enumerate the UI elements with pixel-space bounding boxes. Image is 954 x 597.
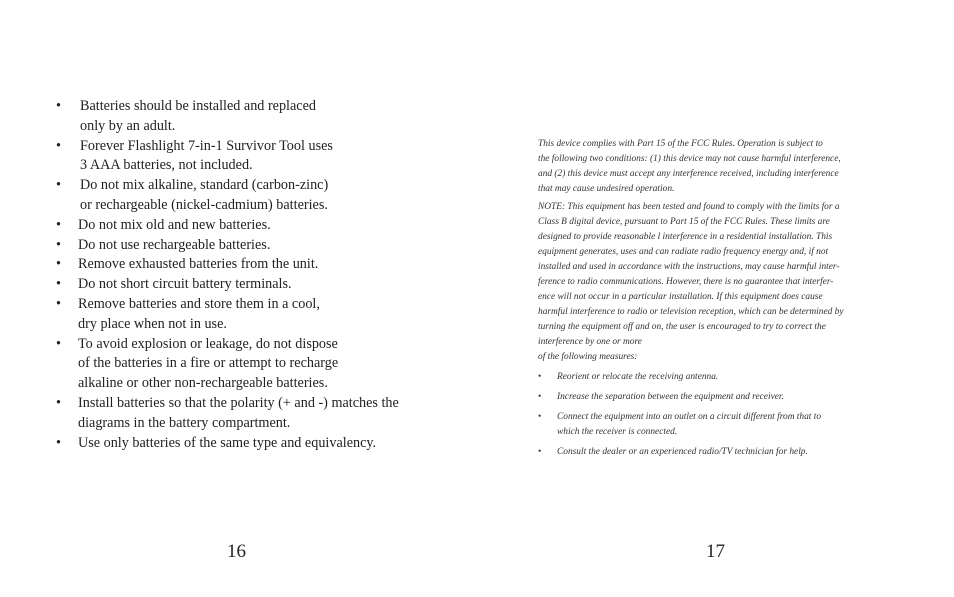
list-item bbox=[56, 275, 466, 295]
list-item-text: Reorient or relocate the receiving antenna. bbox=[557, 372, 719, 382]
list-item-text: Forever Flashlight 7-in-1 Survivor Tool uses 3 AAA batteries, not included. bbox=[80, 137, 333, 174]
list-item-text: Use only batteries of the same type and equivalency. bbox=[78, 434, 377, 451]
bullet-symbol: • bbox=[56, 434, 61, 451]
list-item bbox=[56, 97, 466, 137]
list-item-text: Do not short circuit battery terminals. bbox=[78, 276, 292, 293]
list-item-text: Increase the separation between the equipment and receiver. bbox=[557, 392, 784, 402]
list-item bbox=[56, 137, 466, 177]
list-item-text: To avoid explosion or leakage, do not dispose of the batteries in a fire or attempt to recharge alkaline or other non-rechargeable batteries. bbox=[78, 335, 339, 392]
list-item bbox=[56, 216, 466, 236]
bullet-symbol: • bbox=[56, 137, 61, 154]
list-item bbox=[56, 335, 466, 394]
list-item-text: Connect the equipment into an outlet on a circuit different from that to which the receiver is connected. bbox=[557, 412, 822, 437]
right-page bbox=[477, 0, 954, 597]
bullet-symbol: • bbox=[56, 236, 61, 253]
list-item bbox=[56, 176, 466, 216]
bullet-symbol: • bbox=[56, 335, 61, 352]
page-number: 16 bbox=[227, 541, 246, 562]
bullet-symbol: • bbox=[538, 412, 542, 422]
list-item bbox=[56, 255, 466, 275]
bullet-symbol: • bbox=[538, 447, 542, 457]
list-item-text: Do not use rechargeable batteries. bbox=[78, 236, 271, 253]
list-item bbox=[538, 410, 898, 440]
bullet-symbol: • bbox=[56, 295, 61, 312]
list-item bbox=[56, 434, 466, 454]
list-item-text: Remove exhausted batteries from the unit. bbox=[78, 256, 319, 273]
bullet-symbol: • bbox=[56, 98, 61, 114]
bullet-symbol: • bbox=[56, 394, 61, 411]
fcc-note-paragraph: NOTE: This equipment has been tested and found to comply with the limits for a Class B digital device, pursuant to Part 15 of the FCC Rules. These limits are designed to provide reasonable l interference in a residential installation. This equipment generates, uses and can radiate radio frequency energy and, if not installed and used in accordance with the instructions, may cause harmful inter- ference to radio communications. However, there is no guarantee that interfer- ence will not occur in a particular installation. If this equipment does cause harmful interference to radio or television reception, which can be determined by turning the equipment off and on, the user is encouraged to try to correct the interference by one or more of the following measures: bbox=[538, 202, 844, 362]
list-item bbox=[56, 394, 466, 434]
list-item-text: Do not mix old and new batteries. bbox=[78, 216, 271, 233]
list-item-text: Remove batteries and store them in a cool, dry place when not in use. bbox=[78, 295, 320, 332]
bullet-symbol: • bbox=[56, 256, 61, 273]
bullet-symbol: • bbox=[538, 372, 542, 382]
list-item-text: Do not mix alkaline, standard (carbon-zinc) or rechargeable (nickel-cadmium) batteries. bbox=[80, 177, 329, 213]
list-item-text: Batteries should be installed and replaced only by an adult. bbox=[80, 98, 316, 134]
bullet-symbol: • bbox=[56, 216, 61, 233]
battery-safety-list bbox=[56, 97, 466, 453]
list-item bbox=[538, 445, 898, 460]
bullet-symbol: • bbox=[56, 276, 61, 293]
list-item-text: Consult the dealer or an experienced radio/TV technician for help. bbox=[557, 447, 808, 457]
list-item bbox=[56, 236, 466, 256]
bullet-symbol: • bbox=[538, 392, 542, 402]
list-item bbox=[538, 390, 898, 405]
list-item-text: Install batteries so that the polarity (+ and -) matches the diagrams in the battery compartment. bbox=[78, 394, 399, 431]
list-item bbox=[538, 370, 898, 385]
page-number: 17 bbox=[706, 541, 725, 562]
fcc-measures-list bbox=[538, 370, 898, 460]
bullet-symbol: • bbox=[56, 177, 61, 194]
fcc-intro-paragraph: This device complies with Part 15 of the FCC Rules. Operation is subject to the following two conditions: (1) this device may not cause harmful interference, and (2) this device must accept any interference received, including interference that may cause undesired operation. bbox=[538, 139, 841, 194]
fcc-statement bbox=[538, 137, 898, 465]
list-item bbox=[56, 295, 466, 335]
